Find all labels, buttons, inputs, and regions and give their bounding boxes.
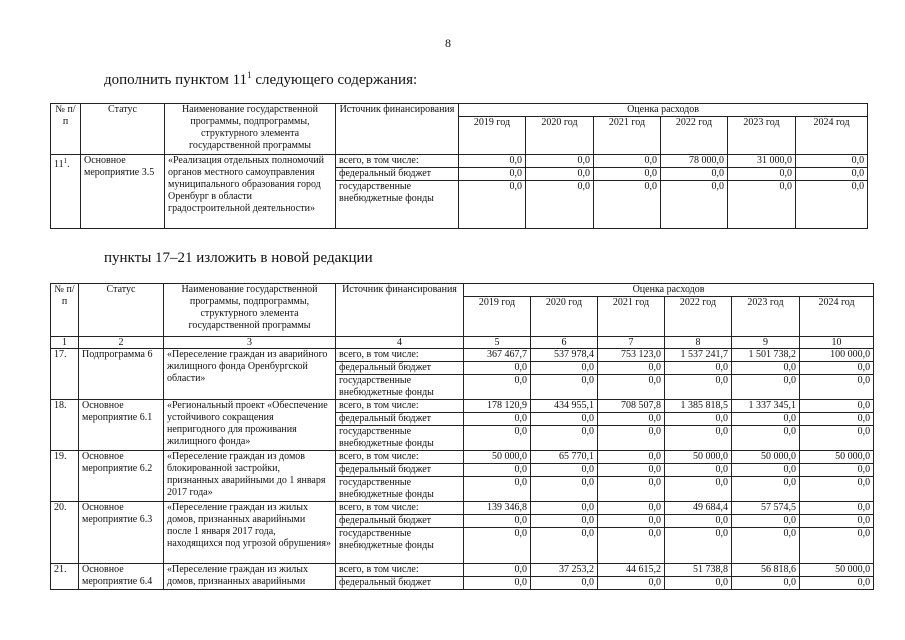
header-year: 2020 год [531, 297, 598, 337]
value-cell: 0,0 [531, 464, 598, 477]
value-cell: 0,0 [665, 528, 732, 564]
header-year: 2021 год [598, 297, 665, 337]
row-number: 19. [51, 451, 79, 502]
value-cell: 0,0 [598, 426, 665, 451]
value-cell: 0,0 [531, 477, 598, 502]
row-number: 20. [51, 502, 79, 564]
column-number: 6 [531, 337, 598, 349]
table-row [51, 564, 874, 577]
value-cell: 0,0 [800, 464, 874, 477]
value-cell: 0,0 [796, 181, 868, 229]
value-cell: 0,0 [598, 477, 665, 502]
source-total: всего, в том числе: [336, 400, 464, 413]
header-year: 2021 год [594, 117, 661, 155]
table-point-11-1 [50, 103, 868, 229]
source-total: всего, в том числе: [336, 349, 464, 362]
value-cell: 0,0 [464, 577, 531, 590]
header-year: 2022 год [665, 297, 732, 337]
column-number: 4 [336, 337, 464, 349]
value-cell: 0,0 [464, 426, 531, 451]
value-cell: 0,0 [728, 181, 796, 229]
value-cell: 0,0 [732, 375, 800, 400]
column-number: 2 [79, 337, 164, 349]
value-cell: 0,0 [732, 528, 800, 564]
value-cell: 65 770,1 [531, 451, 598, 464]
value-cell: 37 253,2 [531, 564, 598, 577]
value-cell: 50 000,0 [800, 564, 874, 577]
value-cell: 57 574,5 [732, 502, 800, 515]
row-number: 21. [51, 564, 79, 590]
column-number: 9 [732, 337, 800, 349]
row-status: Основное мероприятие 6.2 [79, 451, 164, 502]
source-total: всего, в том числе: [336, 564, 464, 577]
table-row [51, 400, 874, 413]
value-cell: 537 978,4 [531, 349, 598, 362]
value-cell: 0,0 [598, 464, 665, 477]
value-cell: 0,0 [594, 155, 661, 168]
value-cell: 0,0 [665, 413, 732, 426]
value-cell: 0,0 [800, 426, 874, 451]
source-offbudget: государственные внебюджетные фонды [336, 477, 464, 502]
value-cell: 0,0 [526, 168, 594, 181]
header-status: Статус [81, 104, 165, 155]
row-name: «Переселение граждан из жилых домов, признанных аварийными после 1 января 2017 года, находящихся под угрозой обрушения» [164, 502, 336, 564]
value-cell: 0,0 [665, 515, 732, 528]
value-cell: 0,0 [732, 362, 800, 375]
header-name: Наименование государственной программы, подпрограммы, структурного элемента государственной программы [164, 284, 336, 337]
header-year: 2023 год [728, 117, 796, 155]
value-cell: 434 955,1 [531, 400, 598, 413]
row-name: «Переселение граждан из аварийного жилищного фонда Оренбургской области» [164, 349, 336, 400]
value-cell: 0,0 [459, 181, 526, 229]
header-year: 2019 год [464, 297, 531, 337]
table-row [51, 155, 868, 168]
value-cell: 78 000,0 [661, 155, 728, 168]
value-cell: 0,0 [598, 577, 665, 590]
value-cell: 0,0 [531, 577, 598, 590]
column-number: 10 [800, 337, 874, 349]
value-cell: 0,0 [598, 528, 665, 564]
heading-new-edition: пункты 17–21 изложить в новой редакции [104, 250, 373, 266]
value-cell: 50 000,0 [464, 451, 531, 464]
value-cell: 51 738,8 [665, 564, 732, 577]
value-cell: 0,0 [800, 375, 874, 400]
row-number: 17. [51, 349, 79, 400]
value-cell: 0,0 [464, 477, 531, 502]
value-cell: 0,0 [598, 502, 665, 515]
value-cell: 0,0 [526, 181, 594, 229]
value-cell: 0,0 [665, 362, 732, 375]
source-offbudget: государственные внебюджетные фонды [336, 528, 464, 564]
value-cell: 1 385 818,5 [665, 400, 732, 413]
column-number-row [51, 337, 874, 349]
source-federal: федеральный бюджет [336, 413, 464, 426]
column-number: 7 [598, 337, 665, 349]
value-cell: 0,0 [800, 362, 874, 375]
column-number: 8 [665, 337, 732, 349]
value-cell: 0,0 [598, 451, 665, 464]
row-name: «Переселение граждан из жилых домов, признанных аварийными [164, 564, 336, 590]
value-cell: 1 501 738,2 [732, 349, 800, 362]
value-cell: 178 120,9 [464, 400, 531, 413]
header-estimate: Оценка расходов [464, 284, 874, 297]
value-cell: 0,0 [796, 168, 868, 181]
value-cell: 0,0 [800, 577, 874, 590]
value-cell: 0,0 [531, 375, 598, 400]
source-federal: федеральный бюджет [336, 464, 464, 477]
value-cell: 0,0 [661, 168, 728, 181]
value-cell: 0,0 [665, 426, 732, 451]
value-cell: 0,0 [531, 528, 598, 564]
row-status: Основное мероприятие 6.1 [79, 400, 164, 451]
row-name: «Региональный проект «Обеспечение устойчивого сокращения непригодного для проживания жилищного фонда» [164, 400, 336, 451]
value-cell: 0,0 [531, 426, 598, 451]
value-cell: 0,0 [598, 375, 665, 400]
header-source: Источник финансирования [336, 284, 464, 337]
value-cell: 50 000,0 [800, 451, 874, 464]
value-cell: 753 123,0 [598, 349, 665, 362]
header-year: 2019 год [459, 117, 526, 155]
value-cell: 100 000,0 [800, 349, 874, 362]
value-cell: 0,0 [800, 528, 874, 564]
value-cell: 0,0 [531, 515, 598, 528]
value-cell: 0,0 [459, 168, 526, 181]
table-row [51, 502, 874, 515]
value-cell: 0,0 [800, 477, 874, 502]
row-name: «Переселение граждан из домов блокированной застройки, признанных аварийными до 1 января 2017 года» [164, 451, 336, 502]
value-cell: 0,0 [598, 362, 665, 375]
value-cell: 0,0 [800, 413, 874, 426]
value-cell: 0,0 [800, 400, 874, 413]
row-number: $11^1$. [51, 155, 81, 229]
value-cell: 0,0 [796, 155, 868, 168]
value-cell: 1 337 345,1 [732, 400, 800, 413]
table-row [51, 451, 874, 464]
source-total: всего, в том числе: [336, 155, 459, 168]
value-cell: 0,0 [598, 413, 665, 426]
source-offbudget: государственные внебюджетные фонды [336, 181, 459, 229]
value-cell: 1 537 241,7 [665, 349, 732, 362]
source-federal: федеральный бюджет [336, 362, 464, 375]
page-number: 8 [445, 36, 451, 50]
value-cell: 0,0 [531, 413, 598, 426]
header-name: Наименование государственной программы, подпрограммы, структурного элемента государственной программы [165, 104, 336, 155]
value-cell: 0,0 [732, 515, 800, 528]
row-status: Подпрограмма 6 [79, 349, 164, 400]
row-number: 18. [51, 400, 79, 451]
header-year: 2023 год [732, 297, 800, 337]
value-cell: 0,0 [665, 464, 732, 477]
value-cell: 0,0 [732, 426, 800, 451]
value-cell: 0,0 [594, 181, 661, 229]
value-cell: 31 000,0 [728, 155, 796, 168]
heading-add-point: дополнить пунктом $11^1$ следующего содержания: [104, 70, 418, 88]
value-cell: 56 818,6 [732, 564, 800, 577]
value-cell: 0,0 [464, 528, 531, 564]
source-federal: федеральный бюджет [336, 577, 464, 590]
header-year: 2020 год [526, 117, 594, 155]
table-row [51, 349, 874, 362]
source-federal: федеральный бюджет [336, 168, 459, 181]
column-number: 5 [464, 337, 531, 349]
value-cell: 0,0 [464, 413, 531, 426]
value-cell: 0,0 [800, 502, 874, 515]
row-status: Основное мероприятие 6.4 [79, 564, 164, 590]
value-cell: 0,0 [459, 155, 526, 168]
source-total: всего, в том числе: [336, 451, 464, 464]
source-total: всего, в том числе: [336, 502, 464, 515]
value-cell: 50 000,0 [732, 451, 800, 464]
value-cell: 0,0 [800, 515, 874, 528]
value-cell: 44 615,2 [598, 564, 665, 577]
source-offbudget: государственные внебюджетные фонды [336, 426, 464, 451]
value-cell: 367 467,7 [464, 349, 531, 362]
value-cell: 49 684,4 [665, 502, 732, 515]
header-year: 2024 год [796, 117, 868, 155]
header-status: Статус [79, 284, 164, 337]
value-cell: 0,0 [661, 181, 728, 229]
header-no: № п/п [51, 104, 81, 155]
value-cell: 0,0 [464, 564, 531, 577]
value-cell: 0,0 [594, 168, 661, 181]
value-cell: 0,0 [728, 168, 796, 181]
source-offbudget: государственные внебюджетные фонды [336, 375, 464, 400]
column-number: 3 [164, 337, 336, 349]
row-status: Основное мероприятие 6.3 [79, 502, 164, 564]
header-no: № п/п [51, 284, 79, 337]
value-cell: 708 507,8 [598, 400, 665, 413]
value-cell: 0,0 [464, 464, 531, 477]
source-federal: федеральный бюджет [336, 515, 464, 528]
header-estimate: Оценка расходов [459, 104, 868, 117]
row-status: Основное мероприятие 3.5 [81, 155, 165, 229]
value-cell: 0,0 [531, 502, 598, 515]
column-number: 1 [51, 337, 79, 349]
value-cell: 0,0 [665, 477, 732, 502]
value-cell: 0,0 [665, 577, 732, 590]
value-cell: 0,0 [464, 375, 531, 400]
value-cell: 0,0 [665, 375, 732, 400]
header-year: 2022 год [661, 117, 728, 155]
value-cell: 0,0 [464, 515, 531, 528]
value-cell: 0,0 [732, 464, 800, 477]
value-cell: 50 000,0 [665, 451, 732, 464]
row-name: «Реализация отдельных полномочий органов местного самоуправления муниципального образования город Оренбург в области градостроительной деятельности» [165, 155, 336, 229]
header-source: Источник финансирования [336, 104, 459, 155]
header-year: 2024 год [800, 297, 874, 337]
value-cell: 0,0 [464, 362, 531, 375]
value-cell: 0,0 [531, 362, 598, 375]
value-cell: 0,0 [732, 577, 800, 590]
value-cell: 0,0 [732, 413, 800, 426]
value-cell: 0,0 [526, 155, 594, 168]
value-cell: 139 346,8 [464, 502, 531, 515]
table-points-17-21 [50, 283, 874, 590]
value-cell: 0,0 [598, 515, 665, 528]
value-cell: 0,0 [732, 477, 800, 502]
